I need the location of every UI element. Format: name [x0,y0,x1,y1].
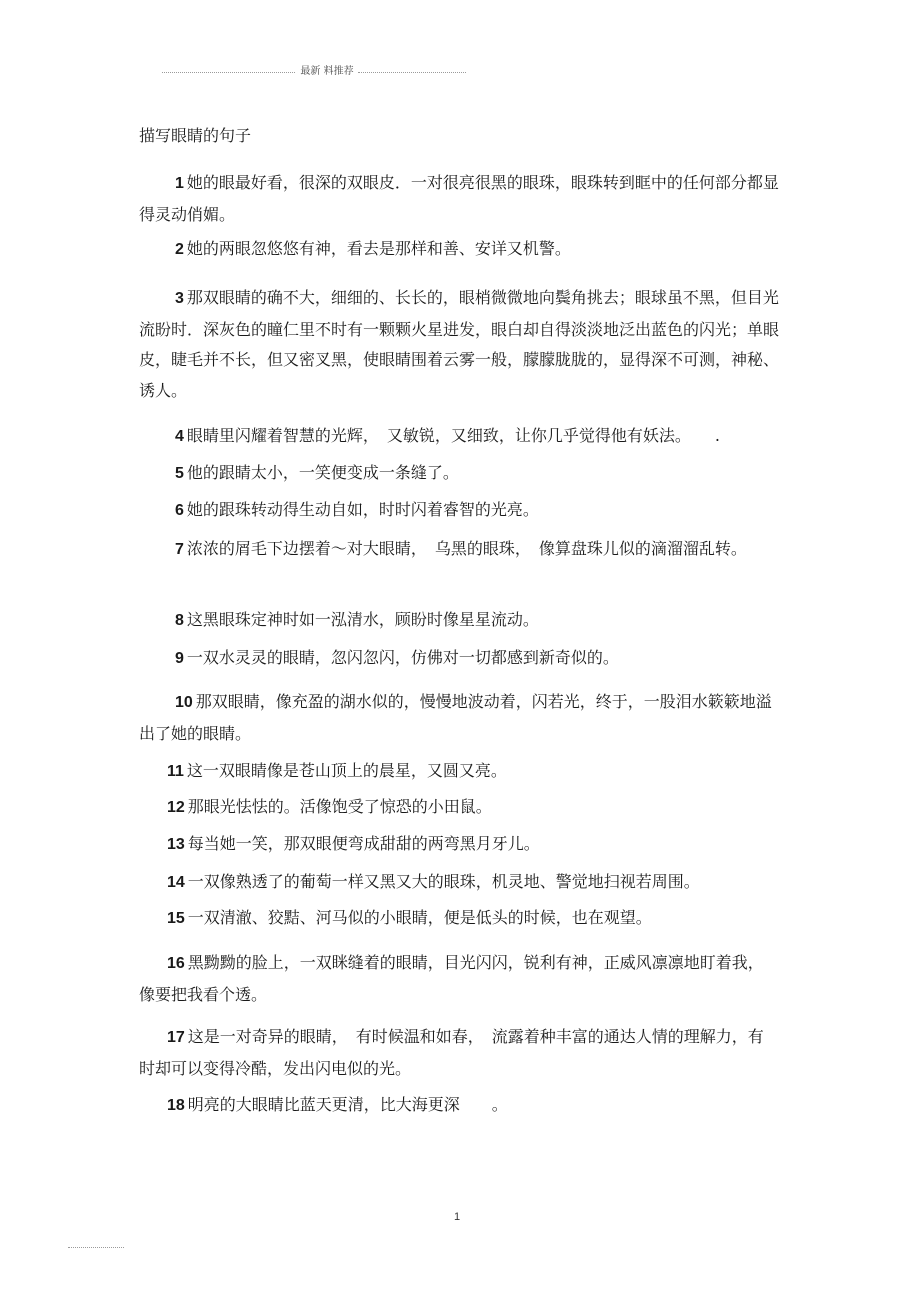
sentence-number: 7 [175,541,184,558]
sentence-8 [139,605,779,637]
sentence-number: 11 [167,763,184,780]
sentence-17 [139,1022,779,1084]
sentence-10 [139,687,779,749]
sentence-number: 12 [167,799,185,816]
sentence-text: 他的跟睛太小，一笑便变成一条缝了。 [186,463,459,482]
sentence-number: 14 [167,874,185,891]
sentence-text: 那双眼睛，像充盈的湖水似的，慢慢地波动着，闪若光，终于，一股泪水簌簌地溢出了她的眼睛。 [139,692,772,743]
header-rule-left [162,72,295,73]
sentence-text: 那眼光怯怯的。活像饱受了惊恐的小田鼠。 [187,797,492,816]
sentence-text: 一双水灵灵的眼睛，忽闪忽闪，仿佛对一切都感到新奇似的。 [186,648,619,667]
sentence-3 [139,283,779,406]
sentence-text: 一双像熟透了的葡萄一样又黑又大的眼珠，机灵地、警觉地扫视若周围。 [187,872,700,891]
sentence-4 [139,421,779,453]
sentence-number: 3 [175,290,184,307]
sentence-number: 13 [167,836,185,853]
sentence-number: 8 [175,612,184,629]
footer-rule [68,1247,124,1248]
sentence-text: 每当她一笑，那双眼便弯成甜甜的两弯黑月牙儿。 [187,834,540,853]
sentence-14 [139,867,779,899]
sentence-12 [139,792,779,824]
sentence-text: 这一双眼睛像是苍山顶上的晨星，又圆又亮。 [186,761,507,780]
sentence-6 [139,495,779,527]
sentence-7 [139,534,779,566]
sentence-text: 浓浓的屑毛下边摆着～对大眼睛， 乌黑的眼珠， 像算盘珠儿似的滴溜溜乱转。 [186,539,747,558]
sentence-number: 9 [175,650,184,667]
sentence-text: 一双清澈、狡黠、河马似的小眼睛，便是低头的时候，也在观望。 [187,908,652,927]
sentence-text: 那双眼睛的确不大，细细的、长长的，眼梢微微地向鬓角挑去；眼球虽不黑，但目光流盼时．深灰色的瞳仁里不时有一颗颗火星进发，眼白却自得淡淡地泛出蓝色的闪光；单眼皮，睫毛并不长，但又密叉黑，使眼睛围着云雾一般，朦朦胧胧的，显得深不可测，神秘、诱人。 [139,288,780,400]
sentence-number: 17 [167,1029,185,1046]
sentence-text: 明亮的大眼睛比蓝天更清，比大海更深 。 [187,1095,508,1114]
sentence-number: 6 [175,502,184,519]
sentence-number: 4 [175,428,184,445]
sentence-text: 黑黝黝的脸上，一双眯缝着的眼睛，目光闪闪，锐利有神，正威风凛凛地盯着我，像要把我看个透。 [139,953,764,1004]
header-text: 最新 料推荐 [300,66,354,77]
sentence-text: 这是一对奇异的眼睛， 有时候温和如春， 流露着种丰富的通达人情的理解力，有时却可以变得冷酷，发出闪电似的光。 [139,1027,764,1078]
sentence-text: 她的跟珠转动得生动自如，时时闪着睿智的光亮。 [186,500,539,519]
sentence-number: 15 [167,910,185,927]
sentence-number: 16 [167,955,185,972]
page-header [162,64,466,80]
sentence-number: 18 [167,1097,185,1114]
sentence-text: 眼睛里闪耀着智慧的光辉， 又敏锐，又细致，让你几乎觉得他有妖法。 . [186,426,720,445]
sentence-text: 她的两眼忽悠悠有神，看去是那样和善、安详又机警。 [186,239,571,258]
sentence-text: 她的眼最好看，很深的双眼皮．一对很亮很黑的眼珠，眼珠转到眶中的任何部分都显得灵动俏媚。 [139,173,779,224]
sentence-15 [139,903,779,935]
sentence-13 [139,829,779,861]
header-rule-right [358,72,466,73]
page-number: 1 [454,1211,461,1223]
sentence-1 [139,168,779,230]
document-title: 描写眼睛的句子 [139,126,252,145]
sentence-11 [139,756,779,788]
sentence-9 [139,643,779,675]
sentence-16 [139,948,779,1010]
sentence-number: 10 [175,694,193,711]
sentence-number: 1 [175,175,184,192]
sentence-2 [139,234,779,266]
sentence-5 [139,458,779,490]
sentence-number: 2 [175,241,184,258]
sentence-18 [139,1090,779,1122]
sentence-number: 5 [175,465,184,482]
sentence-text: 这黑眼珠定神时如一泓清水，顾盼时像星星流动。 [186,610,539,629]
